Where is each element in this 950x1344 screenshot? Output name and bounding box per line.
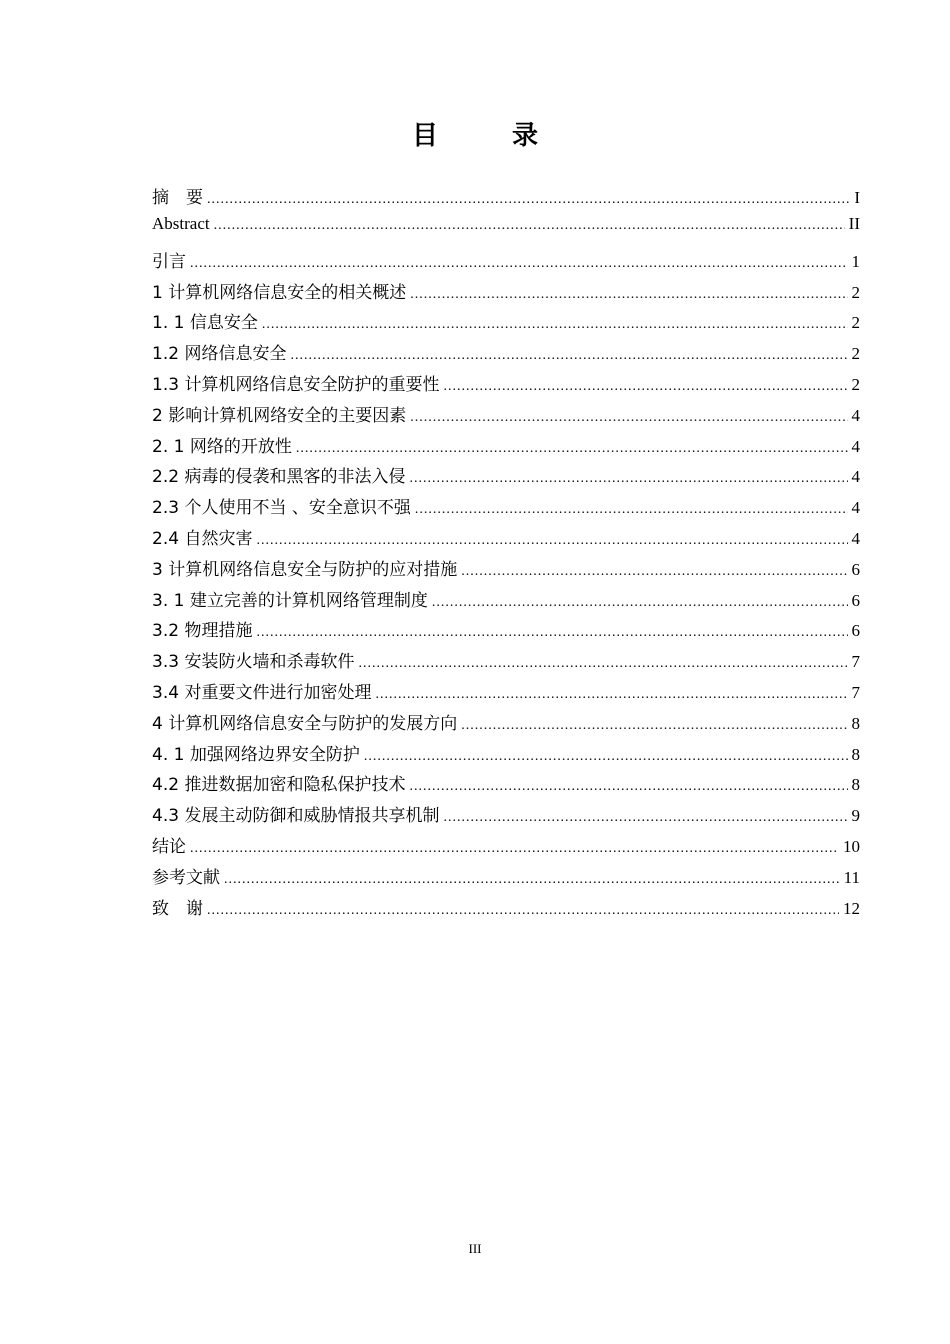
toc-leader-dots bbox=[262, 317, 848, 333]
toc-entry-chapter-4[interactable] bbox=[152, 709, 860, 740]
toc-entry-section-3-2[interactable] bbox=[152, 616, 860, 647]
toc-entry-acknowledgements[interactable] bbox=[152, 894, 860, 925]
toc-entry-section-2-2[interactable] bbox=[152, 462, 860, 493]
toc-leader-dots bbox=[290, 348, 847, 364]
toc-entry-section-1-3[interactable] bbox=[152, 370, 860, 401]
toc-entry-section-3-3[interactable] bbox=[152, 647, 860, 678]
toc-entry-section-4-2[interactable] bbox=[152, 770, 860, 801]
toc-entry-chapter-1[interactable] bbox=[152, 278, 860, 309]
toc-entry-label: 1.2 网络信息安全 bbox=[152, 344, 287, 365]
toc-entry-label: 4. 1 加强网络边界安全防护 bbox=[152, 744, 360, 765]
toc-entry-label: 参考文献 bbox=[152, 867, 220, 888]
toc-entry-page: 2 bbox=[851, 344, 860, 364]
toc-leader-dots bbox=[214, 218, 845, 234]
toc-leader-dots bbox=[415, 502, 848, 518]
toc-leader-dots bbox=[224, 872, 840, 888]
toc-entry-page: 9 bbox=[851, 806, 860, 826]
toc-entry-page: 10 bbox=[843, 836, 860, 856]
toc-leader-dots bbox=[461, 564, 847, 580]
toc-entry-label: 3.4 对重要文件进行加密处理 bbox=[152, 682, 372, 703]
toc-entry-page: 4 bbox=[851, 436, 860, 456]
toc-entry-page: 7 bbox=[851, 682, 860, 702]
toc-entry-label: Abstract bbox=[152, 213, 210, 233]
toc-entry-section-2-1[interactable] bbox=[152, 432, 860, 463]
table-of-contents bbox=[152, 183, 860, 924]
toc-leader-dots bbox=[364, 749, 848, 765]
toc-entry-label: 致 谢 bbox=[152, 898, 203, 919]
toc-entry-label: 1. 1 信息安全 bbox=[152, 313, 258, 334]
toc-entry-page: 7 bbox=[851, 652, 860, 672]
toc-entry-section-2-3[interactable] bbox=[152, 493, 860, 524]
toc-entry-label: 1 计算机网络信息安全的相关概述 bbox=[152, 282, 407, 303]
toc-entry-abstract-en[interactable] bbox=[152, 214, 860, 247]
toc-entry-chapter-3[interactable] bbox=[152, 555, 860, 586]
toc-entry-label: 2.4 自然灾害 bbox=[152, 528, 253, 549]
toc-entry-label: 引言 bbox=[152, 251, 186, 272]
toc-entry-section-4-1[interactable] bbox=[152, 740, 860, 771]
toc-entry-label: 4.2 推进数据加密和隐私保护技术 bbox=[152, 775, 406, 796]
toc-leader-dots bbox=[207, 192, 850, 208]
toc-entry-page: 6 bbox=[851, 590, 860, 610]
toc-leader-dots bbox=[409, 471, 847, 487]
toc-entry-page: 4 bbox=[851, 405, 860, 425]
toc-entry-section-3-4[interactable] bbox=[152, 678, 860, 709]
toc-leader-dots bbox=[443, 379, 847, 395]
toc-entry-page: 8 bbox=[851, 775, 860, 795]
toc-entry-introduction[interactable] bbox=[152, 247, 860, 278]
footer-page-number: III bbox=[468, 1241, 482, 1256]
toc-entry-label: 3.3 安装防火墙和杀毒软件 bbox=[152, 652, 355, 673]
toc-entry-section-4-3[interactable] bbox=[152, 801, 860, 832]
toc-entry-conclusion[interactable] bbox=[152, 832, 860, 863]
toc-leader-dots bbox=[432, 595, 848, 611]
toc-leader-dots bbox=[443, 810, 847, 826]
toc-entry-page: 4 bbox=[851, 498, 860, 518]
page-title: 目 录 bbox=[411, 121, 562, 151]
toc-entry-page: 4 bbox=[851, 467, 860, 487]
toc-entry-label: 2. 1 网络的开放性 bbox=[152, 436, 292, 457]
toc-entry-references[interactable] bbox=[152, 863, 860, 894]
toc-entry-section-1-2[interactable] bbox=[152, 339, 860, 370]
toc-entry-page: 4 bbox=[851, 528, 860, 548]
toc-entry-label: 3.2 物理措施 bbox=[152, 621, 253, 642]
toc-entry-label: 2.3 个人使用不当 、安全意识不强 bbox=[152, 498, 411, 519]
toc-entry-label: 4.3 发展主动防御和威胁情报共享机制 bbox=[152, 806, 440, 827]
toc-entry-page: 8 bbox=[851, 744, 860, 764]
toc-leader-dots bbox=[190, 841, 839, 857]
toc-entry-page: II bbox=[848, 213, 860, 233]
toc-entry-page: 1 bbox=[851, 251, 860, 271]
toc-entry-section-2-4[interactable] bbox=[152, 524, 860, 555]
toc-entry-label: 2 影响计算机网络安全的主要因素 bbox=[152, 405, 407, 426]
toc-entry-page: 6 bbox=[851, 559, 860, 579]
toc-entry-label: 4 计算机网络信息安全与防护的发展方向 bbox=[152, 713, 458, 734]
toc-entry-chapter-2[interactable] bbox=[152, 401, 860, 432]
toc-entry-page: 2 bbox=[851, 282, 860, 302]
toc-entry-page: 12 bbox=[843, 898, 860, 918]
toc-entry-section-1-1[interactable] bbox=[152, 308, 860, 339]
toc-leader-dots bbox=[256, 533, 847, 549]
toc-leader-dots bbox=[296, 441, 848, 457]
toc-entry-page: 2 bbox=[851, 313, 860, 333]
toc-entry-label: 摘 要 bbox=[152, 188, 203, 208]
toc-entry-page: 2 bbox=[851, 374, 860, 394]
toc-entry-label: 1.3 计算机网络信息安全防护的重要性 bbox=[152, 374, 440, 395]
toc-leader-dots bbox=[207, 903, 839, 919]
toc-entry-page: 11 bbox=[843, 867, 860, 887]
toc-leader-dots bbox=[375, 687, 847, 703]
toc-leader-dots bbox=[410, 287, 847, 303]
toc-entry-page: 6 bbox=[851, 621, 860, 641]
toc-entry-section-3-1[interactable] bbox=[152, 586, 860, 617]
toc-entry-abstract-cn[interactable] bbox=[152, 183, 860, 214]
toc-entry-label: 3. 1 建立完善的计算机网络管理制度 bbox=[152, 590, 428, 611]
toc-entry-label: 2.2 病毒的侵袭和黑客的非法入侵 bbox=[152, 467, 406, 488]
toc-entry-page: 8 bbox=[851, 713, 860, 733]
toc-entry-label: 结论 bbox=[152, 836, 186, 857]
toc-leader-dots bbox=[190, 256, 848, 272]
toc-entry-page: I bbox=[854, 188, 860, 207]
toc-leader-dots bbox=[461, 718, 847, 734]
toc-leader-dots bbox=[409, 779, 847, 795]
toc-leader-dots bbox=[410, 410, 847, 426]
toc-leader-dots bbox=[358, 656, 847, 672]
toc-entry-label: 3 计算机网络信息安全与防护的应对措施 bbox=[152, 559, 458, 580]
toc-leader-dots bbox=[256, 625, 847, 641]
